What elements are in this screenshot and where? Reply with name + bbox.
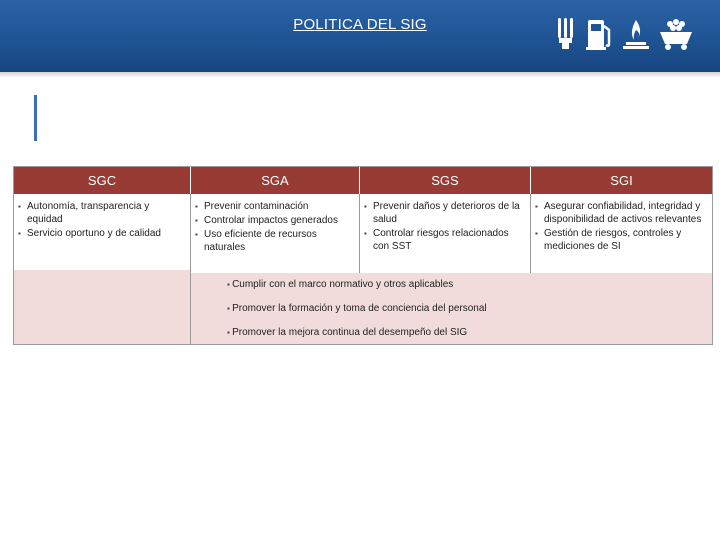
sgi-column <box>531 194 712 273</box>
energy-icons <box>554 16 704 56</box>
list-item: ▪ Controlar impactos generados <box>195 214 355 227</box>
common-item: ▪ Promover la mejora continua del desempeño del SIG <box>227 327 467 338</box>
list-item: ▪ Controlar riesgos relacionados con SST <box>364 227 526 253</box>
common-item: ▪ Promover la formación y toma de conciencia del personal <box>227 303 487 314</box>
fuel-pump-icon <box>584 16 614 52</box>
header-shadow <box>0 72 720 78</box>
accent-bar <box>34 95 37 141</box>
sga-column <box>191 194 360 273</box>
light-bulb-icon <box>554 16 578 52</box>
list-item: ▪ Prevenir contaminación <box>195 200 355 213</box>
gas-flame-icon <box>622 16 650 52</box>
policy-table <box>13 166 713 345</box>
list-item: ▪ Servicio oportuno y de calidad <box>18 227 186 240</box>
list-item: ▪ Autonomía, transparencia y equidad <box>18 200 186 226</box>
list-item: ▪ Prevenir daños y deterioros de la salud <box>364 200 526 226</box>
list-item: ▪ Uso eficiente de recursos naturales <box>195 228 355 254</box>
header-sgs: SGS <box>360 167 531 194</box>
header-sgi: SGI <box>531 167 712 194</box>
header-banner <box>0 0 720 72</box>
header-sga: SGA <box>191 167 360 194</box>
list-item: ▪ Gestión de riesgos, controles y mediciones de SI <box>535 227 708 253</box>
sgs-column <box>360 194 531 273</box>
sgc-column-fill <box>14 194 191 344</box>
common-item: ▪ Cumplir con el marco normativo y otros aplicables <box>227 279 453 290</box>
list-item: ▪ Asegurar confiabilidad, integridad y disponibilidad de activos relevantes <box>535 200 708 226</box>
coal-cart-icon <box>656 16 696 52</box>
header-sgc: SGC <box>14 167 191 194</box>
page-title: POLITICA DEL SIG <box>293 16 427 33</box>
